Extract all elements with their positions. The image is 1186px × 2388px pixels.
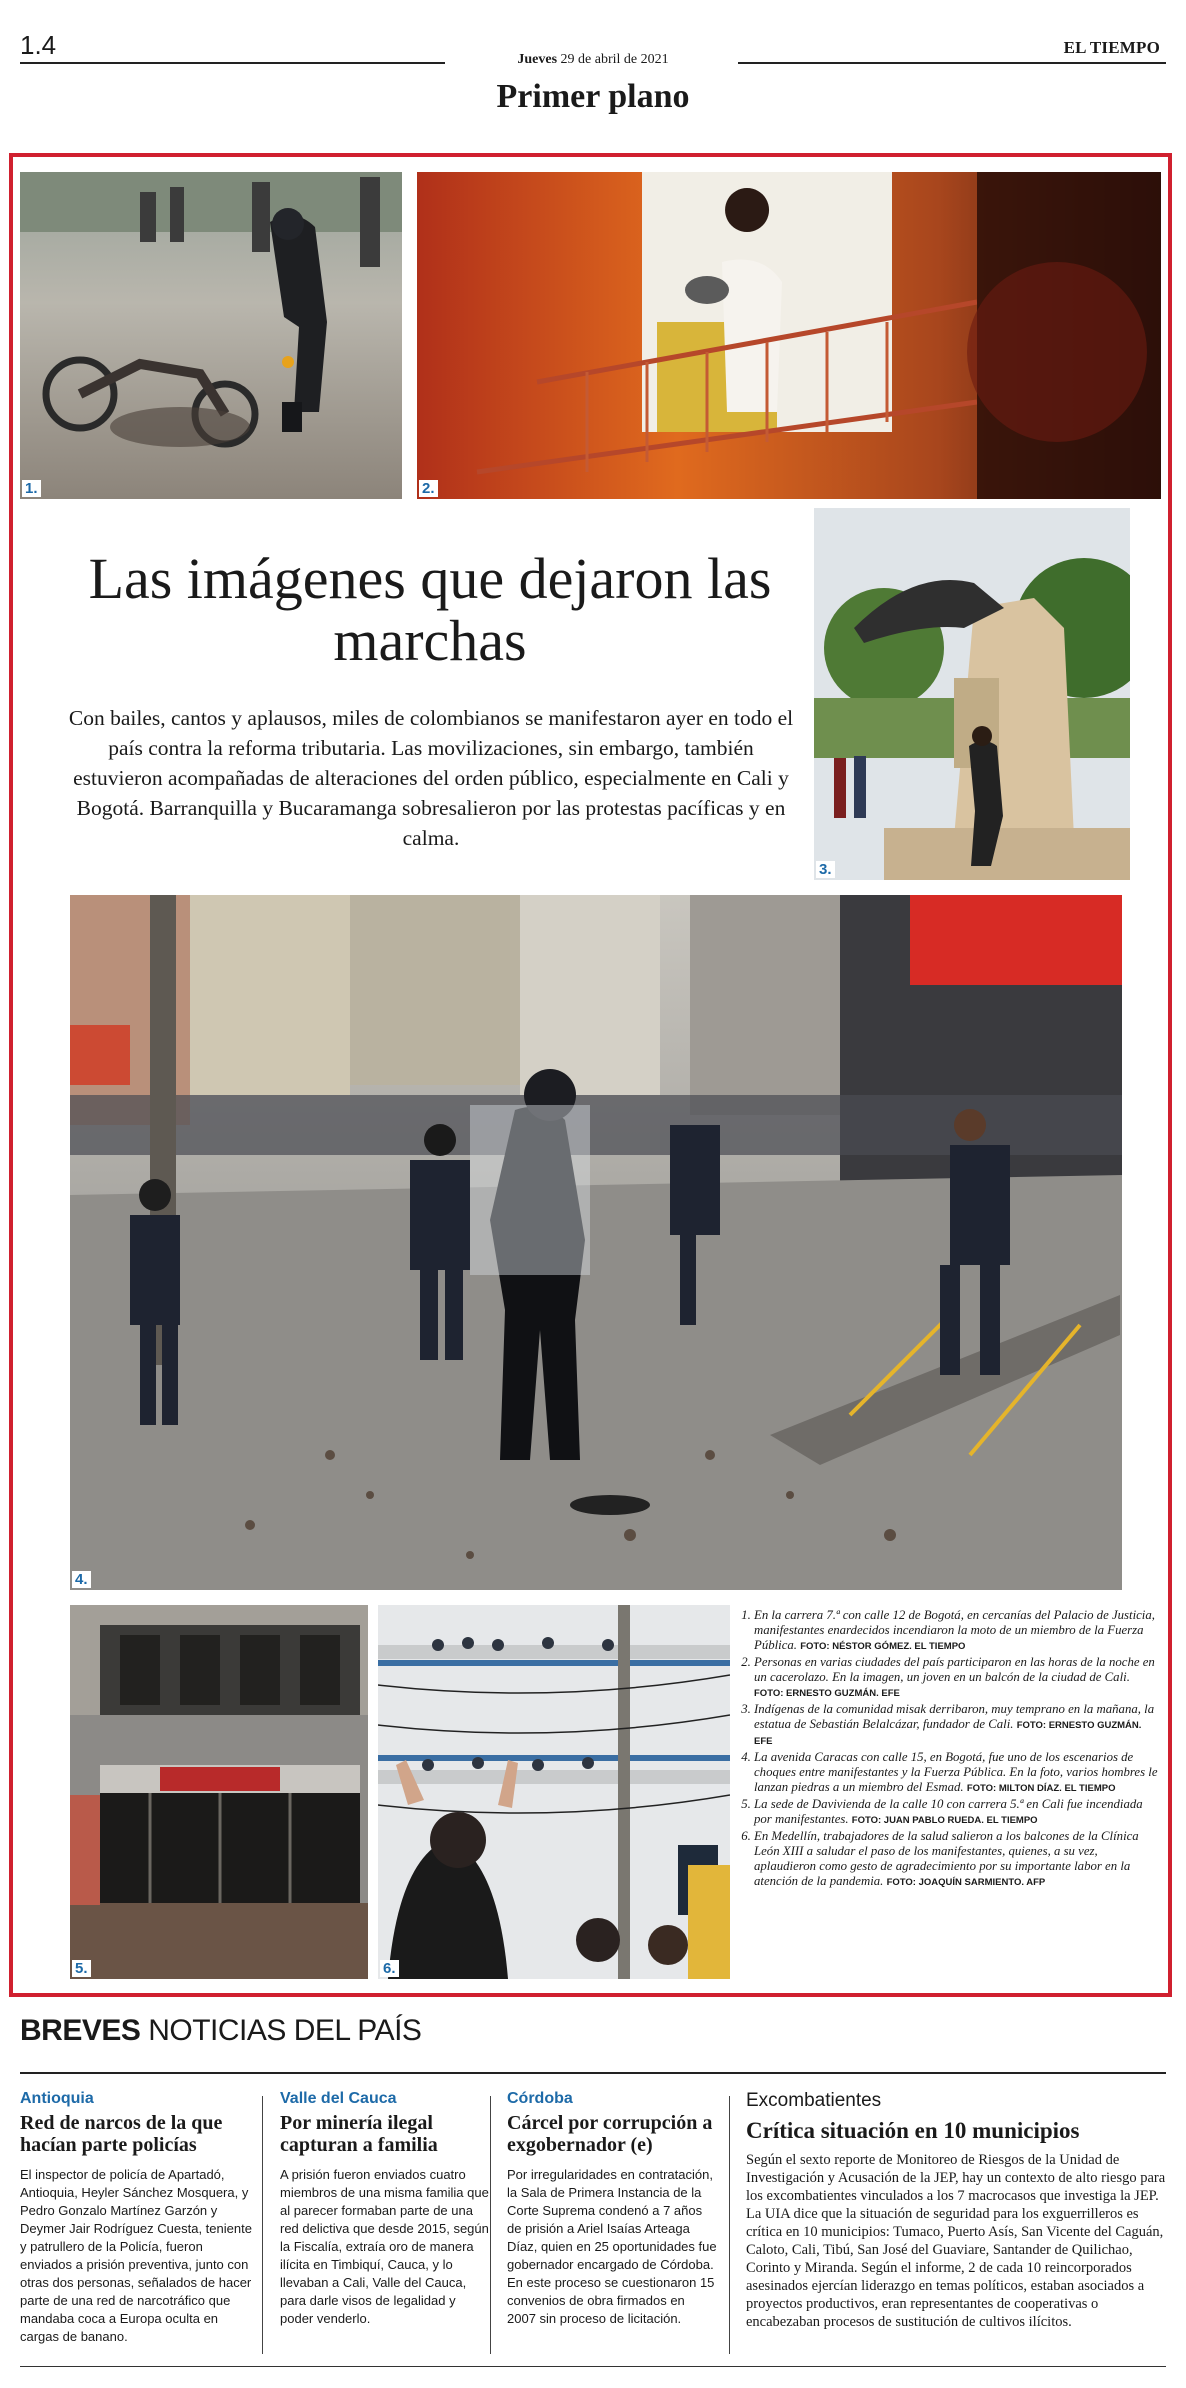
caption-credit: FOTO: NÉSTOR GÓMEZ. EL TIEMPO — [800, 1641, 966, 1652]
photo-number: 1. — [22, 480, 41, 497]
photo-3 — [814, 508, 1130, 880]
photo-5 — [70, 1605, 368, 1979]
breve-body: A prisión fueron enviados cuatro miembros de una misma familia que al parecer formaban parte de una red delictiva que desde 2015, según la Fiscalía, extraía oro de manera ilícita en Timbiquí, Cauca, y lo llevaban a Cali, Valle del Cauca, para darle visos de legalidad y poder venderlo. — [280, 2167, 489, 2326]
breves-rule — [20, 2072, 1166, 2074]
photo-6-image — [378, 1605, 730, 1979]
brand-logo: EL TIEMPO — [1063, 38, 1160, 57]
caption-item — [754, 1608, 1158, 1654]
breve-kicker: Excombatientes — [746, 2090, 882, 2111]
breve-valle — [280, 2090, 492, 2328]
date-rest: 29 de abril de 2021 — [560, 52, 669, 67]
photo-captions — [740, 1608, 1158, 1891]
photo-4 — [70, 895, 1122, 1590]
caption-credit: FOTO: JUAN PABLO RUEDA. EL TIEMPO — [851, 1815, 1038, 1826]
breve-cordoba — [507, 2090, 717, 2328]
photo-1 — [20, 172, 402, 499]
caption-item — [754, 1655, 1158, 1701]
breve-region: Valle del Cauca — [280, 2090, 397, 2107]
caption-credit: FOTO: ERNESTO GUZMÁN. EFE — [754, 1688, 900, 1699]
caption-credit: FOTO: ERNESTO GUZMÁN. EFE — [754, 1720, 1142, 1747]
photo-number: 4. — [72, 1571, 91, 1588]
caption-text: Indígenas de la comunidad misak derribaron, muy temprano en la mañana, la estatua de Sebastián Belalcázar, fundador de Cali. — [754, 1702, 1155, 1731]
caption-item — [754, 1829, 1158, 1890]
section-title: Primer plano — [496, 78, 690, 115]
breve-headline: Cárcel por corrupción a exgobernador (e) — [507, 2112, 713, 2156]
feature-deck: Con bailes, cantos y aplausos, miles de colombianos se manifestaron ayer en todo el país contra la reforma tributaria. Las movilizaciones, sin embargo, también estuvieron acompañadas de alteraciones del orden público, especialmente en Cali y Bogotá. Barranquilla y Bucaramanga sobresalieron por las protestas pacíficas y en calma. — [68, 706, 794, 850]
caption-item — [754, 1702, 1158, 1749]
breve-headline: Por minería ilegal capturan a familia — [280, 2112, 438, 2156]
caption-credit: FOTO: MILTON DÍAZ. EL TIEMPO — [966, 1783, 1116, 1794]
photo-4-image — [70, 895, 1122, 1590]
caption-text: En la carrera 7.ª con calle 12 de Bogotá, en cercanías del Palacio de Justicia, manifestantes enardecidos incendiaron la moto de un miembro de la Fuerza Pública. — [754, 1608, 1155, 1652]
photo-6 — [378, 1605, 730, 1979]
photo-number: 5. — [72, 1960, 91, 1977]
breves-title-rest: NOTICIAS DEL PAÍS — [140, 2014, 422, 2047]
date-day: Jueves — [517, 52, 558, 67]
column-divider — [262, 2096, 263, 2354]
bottom-rule — [20, 2366, 1166, 2367]
breves-title — [20, 2014, 421, 2048]
photo-number: 3. — [816, 861, 835, 878]
breve-excombatientes — [746, 2090, 1166, 2331]
column-divider — [729, 2096, 730, 2354]
breve-body: El inspector de policía de Apartadó, Antioquia, Heyler Sánchez Mosquera, y Pedro Gonzalo Martínez Garzón y Deymer Jair Rodríguez Cuesta, teniente y patrullero de la Policía, fueron enviados a prisión preventiva, junto con otras dos personas, señalados de hacer parte de una red de narcotráfico que mandaba coca a Europa oculta en cargas de banano. — [20, 2167, 252, 2344]
breves-title-bold: BREVES — [20, 2014, 141, 2047]
page-number: 1.4 — [20, 30, 57, 60]
caption-item — [754, 1750, 1158, 1796]
caption-text: La sede de Davivienda de la calle 10 con carrera 5.ª en Cali fue incendiada por manifestantes. — [754, 1797, 1143, 1826]
caption-text: La avenida Caracas con calle 15, en Bogotá, fue uno de los escenarios de choques entre manifestantes y la Fuerza Pública. En la foto, varios hombres le lanzan piedras a un miembro del Esmad. — [754, 1750, 1158, 1794]
breve-headline: Crítica situación en 10 municipios — [746, 2118, 1080, 2143]
breve-body: Según el sexto reporte de Monitoreo de Riesgos de la Unidad de Investigación y Acusación de la JEP, hay un contexto de alto riesgo para los excombatientes vinculados a los 7 macrocasos que investiga la JEP. La UIA dice que la situación de seguridad para los exguerrilleros es crítica en 10 municipios: Tumaco, Puerto Asís, San Vicente del Caguán, Caloto, Cali, Tibú, San José del Guaviare, Santander de Quilichao, Corinto y Miranda. Según el informe, 2 de cada 10 reincorporados asesinados ejercían liderazgo en temas políticos, estaban asociados a proyectos productivos, eran representantes de cooperativas o encabezaban procesos de sustitución de cultivos ilícitos. — [746, 2152, 1166, 2330]
column-divider — [490, 2096, 491, 2354]
breve-headline: Red de narcos de la que hacían parte policías — [20, 2112, 223, 2156]
photo-2-image — [417, 172, 1161, 499]
caption-text: En Medellín, trabajadores de la salud salieron a los balcones de la Clínica León XIII a saludar el paso de los manifestantes, quienes, a su vez, aplaudieron como gesto de agradecimiento por su importante labor en la atención de la pandemia. — [754, 1829, 1139, 1888]
photo-number: 6. — [380, 1960, 399, 1977]
caption-text: Personas en varias ciudades del país participaron en las horas de la noche en un cacerolazo. En la imagen, un joven en un balcón de la ciudad de Cali. — [754, 1655, 1155, 1684]
dateline — [0, 52, 1186, 68]
photo-5-image — [70, 1605, 368, 1979]
breve-body: Por irregularidades en contratación, la Sala de Primera Instancia de la Corte Suprema condenó a 7 años de prisión a Ariel Isaías Arteaga Díaz, quien en 25 oportunidades fue gobernador encargado de Córdoba. En este proceso se cuestionaron 15 convenios de obra firmados en 2007 sin proceso de licitación. — [507, 2167, 717, 2326]
caption-item — [754, 1797, 1158, 1828]
photo-3-image — [814, 508, 1130, 880]
caption-credit: FOTO: JOAQUÍN SARMIENTO. AFP — [886, 1877, 1046, 1888]
breve-region: Córdoba — [507, 2090, 573, 2107]
photo-number: 2. — [419, 480, 438, 497]
photo-2 — [417, 172, 1161, 499]
breve-region: Antioquia — [20, 2090, 94, 2107]
photo-1-image — [20, 172, 402, 499]
breve-antioquia — [20, 2090, 252, 2346]
feature-headline: Las imágenes que dejaron las marchas — [88, 546, 772, 673]
